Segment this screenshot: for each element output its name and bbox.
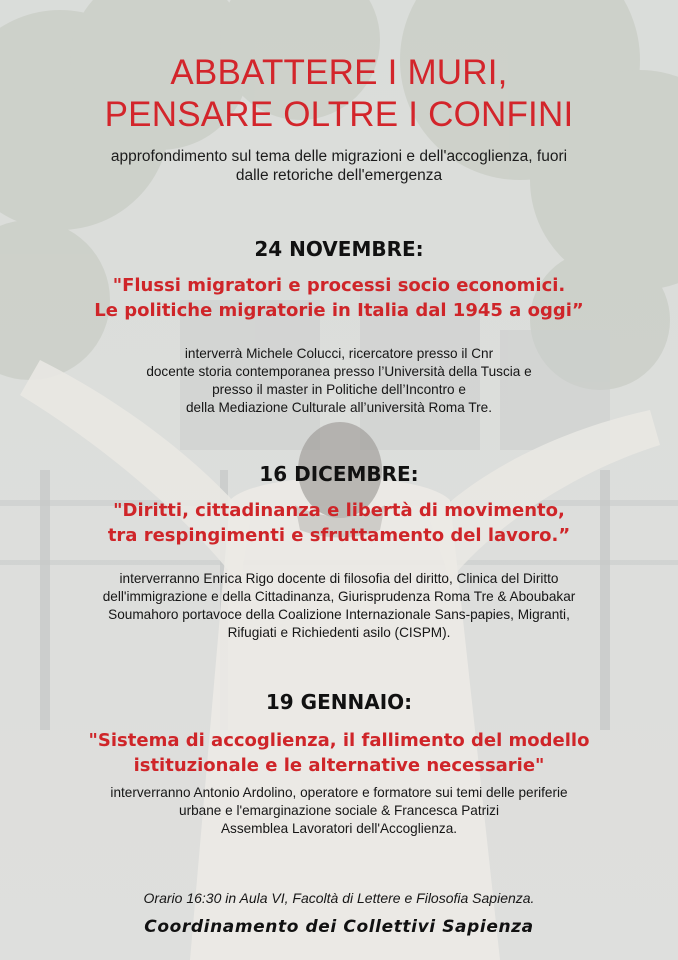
event-date: 16 DICEMBRE: <box>259 462 419 486</box>
subtitle-line-1: approfondimento sul tema delle migrazioni e dell'accoglienza, fuori <box>110 148 568 165</box>
event-date: 24 NOVEMBRE: <box>254 237 424 261</box>
event-speakers <box>40 345 638 417</box>
speakers-line: interverranno Antonio Ardolino, operatore e formatore sui temi delle periferie <box>110 785 568 800</box>
event-speakers <box>40 784 638 838</box>
speakers-line: dell'immigrazione e della Cittadinanza, Giurisprudenza Roma Tre & Aboubakar <box>102 589 576 604</box>
schedule-location: Orario 16:30 in Aula VI, Facoltà di Lettere e Filosofia Sapienza. <box>143 890 535 906</box>
talk-title-line: "Sistema di accoglienza, il fallimento del modello <box>88 730 590 751</box>
title-line-2: PENSARE OLTRE I CONFINI <box>104 95 574 134</box>
poster-title <box>0 52 678 136</box>
speakers-line: Rifugiati e Richiedenti asilo (CISPM). <box>227 625 451 640</box>
subtitle-line-2: dalle retoriche dell'emergenza <box>235 167 443 184</box>
organizer-name: Coordinamento dei Collettivi Sapienza <box>144 917 534 937</box>
event-date: 19 GENNAIO: <box>265 690 413 714</box>
event-talk-title <box>20 728 658 778</box>
title-line-1: ABBATTERE I MURI, <box>170 53 508 92</box>
talk-title-line: istituzionale e le alternative necessarie" <box>133 755 545 776</box>
talk-title-line: Le politiche migratorie in Italia dal 1945 a oggi” <box>94 300 584 321</box>
speakers-line: interverranno Enrica Rigo docente di filosofia del diritto, Clinica del Diritto <box>119 571 559 586</box>
talk-title-line: tra respingimenti e sfruttamento del lavoro.” <box>107 525 571 546</box>
talk-title-line: "Flussi migratori e processi socio economici. <box>112 275 566 296</box>
speakers-line: Soumahoro portavoce della Coalizione Internazionale Sans-papies, Migranti, <box>108 607 570 622</box>
speakers-line: docente storia contemporanea presso l’Università della Tuscia e <box>146 364 532 379</box>
speakers-line: presso il master in Politiche dell’Incontro e <box>212 382 466 397</box>
event-talk-title <box>20 498 658 548</box>
speakers-line: interverrà Michele Colucci, ricercatore presso il Cnr <box>184 346 494 361</box>
speakers-line: urbane e l'emarginazione sociale & Francesca Patrizi <box>179 803 499 818</box>
speakers-line: della Mediazione Culturale all’università Roma Tre. <box>185 400 492 415</box>
event-speakers <box>40 570 638 642</box>
speakers-line: Assemblea Lavoratori dell'Accoglienza. <box>220 821 458 836</box>
talk-title-line: "Diritti, cittadinanza e libertà di movimento, <box>113 500 565 521</box>
event-talk-title <box>20 273 658 323</box>
poster-subtitle <box>40 147 638 185</box>
